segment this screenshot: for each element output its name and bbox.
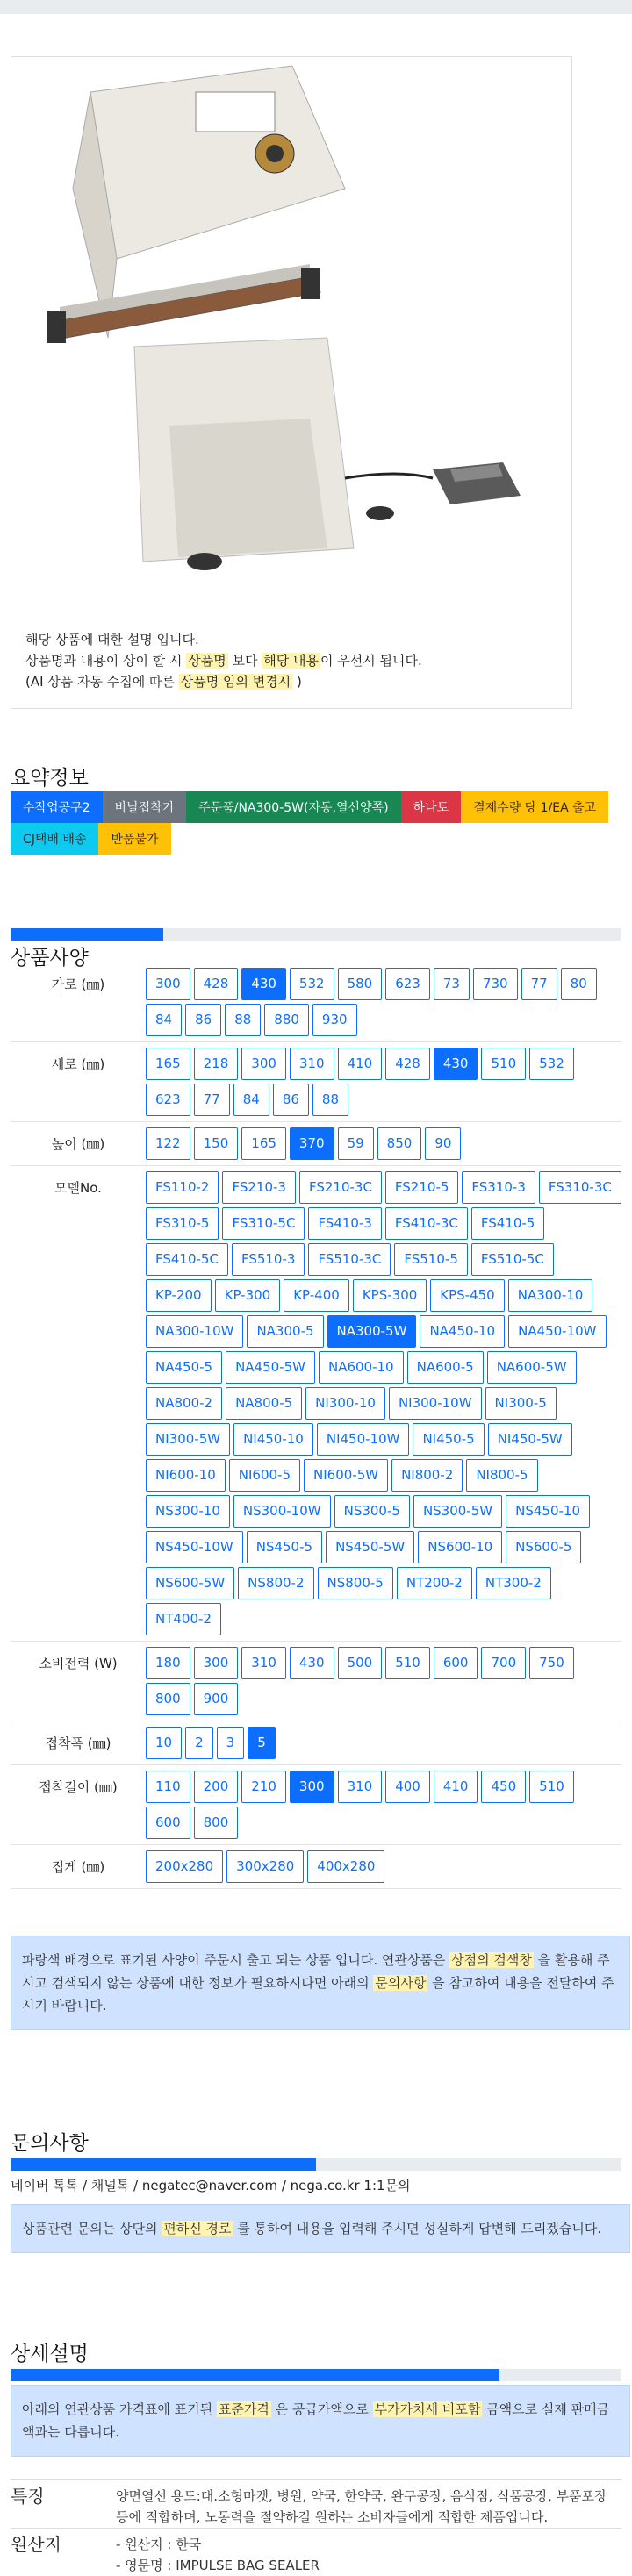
spec-option-button[interactable]: NI600-5W — [304, 1459, 388, 1492]
spec-row-label: 세로 (㎜) — [51, 1056, 105, 1072]
spec-row — [11, 1042, 621, 1122]
spec-option-button[interactable]: NS800-5 — [318, 1567, 393, 1599]
spec-option-button[interactable]: 310 — [241, 1647, 286, 1679]
spec-option-button[interactable]: 510 — [529, 1771, 574, 1803]
spec-option-button[interactable]: NA300-5 — [247, 1315, 323, 1348]
origin-label: 원산지 — [11, 2534, 61, 2555]
spec-options — [146, 1166, 621, 1641]
note-text: 을 참고하여 내용을 전달하여 주시기 바랍니다. — [22, 1975, 614, 2014]
spec-option-button[interactable]: 410 — [338, 1048, 383, 1080]
spec-option-button[interactable]: NI600-5 — [229, 1459, 300, 1492]
spec-option-button[interactable]: 300x280 — [226, 1850, 304, 1883]
summary-tags — [11, 791, 625, 855]
spec-option-button[interactable]: 450 — [481, 1771, 526, 1803]
spec-option-button[interactable]: NA450-10 — [420, 1315, 505, 1348]
inquiry-note — [11, 2204, 630, 2253]
spec-option-button[interactable]: 900 — [194, 1683, 239, 1715]
spec-option-button[interactable]: 180 — [146, 1647, 190, 1679]
spec-option-button[interactable]: KPS-450 — [430, 1279, 504, 1312]
spec-option-button[interactable]: NA600-5 — [407, 1351, 484, 1384]
spec-option-button[interactable]: 218 — [194, 1048, 239, 1080]
spec-option-button[interactable]: 110 — [146, 1771, 190, 1803]
spec-option-button[interactable]: FS510-5 — [394, 1243, 467, 1276]
desc-highlight: 상품명 — [188, 653, 226, 669]
spec-option-button[interactable]: 310 — [290, 1048, 334, 1080]
spec-option-button[interactable]: 77 — [194, 1084, 230, 1116]
spec-option-button[interactable]: FS310-5 — [146, 1207, 219, 1240]
product-image-card — [11, 56, 572, 709]
spec-option-button[interactable]: NS450-10 — [506, 1495, 590, 1528]
spec-option-button[interactable]: 430 — [434, 1048, 478, 1080]
feature-value: 양면열선 용도:대.소형마켓, 병원, 약국, 한약국, 완구공장, 음식점, 식품공장, 부품포장 등에 적합하며, 노동력을 절약하길 원하는 소비자들에게 적합한 제품입니다. — [116, 2488, 607, 2525]
spec-option-button[interactable]: 370 — [290, 1127, 334, 1160]
spec-option-button[interactable]: FS410-3C — [385, 1207, 468, 1240]
desc-text: (AI 상품 자동 수집에 따른 — [25, 674, 179, 690]
summary-tag: 하나토 — [401, 791, 462, 823]
spec-row-label: 접착길이 (㎜) — [39, 1779, 118, 1795]
spec-option-button[interactable]: 77 — [521, 968, 557, 1000]
note-text: 아래의 연관상품 가격표에 표기된 — [22, 2401, 217, 2417]
spec-option-button[interactable]: NS300-10W — [233, 1495, 331, 1528]
spec-option-button[interactable]: FS310-5C — [222, 1207, 305, 1240]
spec-option-button[interactable]: 930 — [312, 1004, 357, 1036]
note-text: 를 통하여 내용을 입력해 주시면 성실하게 답변해 드리겠습니다. — [233, 2221, 602, 2236]
note-text: 은 공급가액으로 — [270, 2401, 373, 2417]
spec-progress-bar — [11, 928, 621, 941]
spec-option-button[interactable]: NT300-2 — [476, 1567, 551, 1599]
contact-line: 네이버 톡톡 / 채널톡 / negatec@naver.com / nega.co.kr 1:1문의 — [11, 2178, 411, 2193]
spec-option-button[interactable]: 165 — [146, 1048, 190, 1080]
note-highlight: 표준가격 — [218, 2401, 269, 2417]
spec-option-button[interactable]: NS600-5 — [506, 1531, 581, 1563]
spec-option-button[interactable]: 623 — [385, 968, 430, 1000]
spec-option-button[interactable]: 400 — [385, 1771, 430, 1803]
summary-tag: CJ택배 배송 — [11, 823, 98, 855]
note-highlight: 부가가치세 비포함 — [374, 2401, 481, 2417]
spec-option-button[interactable]: 300 — [241, 1048, 286, 1080]
desc-text: 상품명과 내용이 상이 할 시 — [25, 653, 187, 669]
detail-note — [11, 2385, 630, 2457]
spec-option-button[interactable]: KP-300 — [215, 1279, 281, 1312]
product-description — [25, 629, 552, 692]
summary-tag: 비닐접착기 — [103, 791, 187, 823]
spec-option-button[interactable]: NS450-10W — [146, 1531, 243, 1563]
spec-option-button[interactable]: FS210-3 — [222, 1171, 295, 1204]
spec-option-button[interactable]: 400x280 — [307, 1850, 384, 1883]
detail-progress-fill — [11, 2369, 499, 2381]
spec-option-button[interactable]: 90 — [425, 1127, 461, 1160]
spec-row-label: 접착폭 (㎜) — [45, 1735, 111, 1751]
note-highlight: 문의사항 — [375, 1975, 427, 1991]
spec-option-button[interactable]: 150 — [194, 1127, 239, 1160]
spec-progress-fill — [11, 928, 163, 941]
spec-row — [11, 1845, 621, 1889]
spec-title: 상품사양 — [11, 947, 89, 970]
spec-row-label: 집게 (㎜) — [51, 1859, 105, 1875]
spec-option-button[interactable]: NT200-2 — [397, 1567, 472, 1599]
spec-option-button[interactable]: KPS-300 — [353, 1279, 427, 1312]
spec-option-button[interactable]: FS510-3 — [232, 1243, 305, 1276]
spec-option-button[interactable]: NA450-5W — [226, 1351, 315, 1384]
note-text: 파랑색 배경으로 표기된 사양이 주문시 출고 되는 상품 입니다. 연관상품은 — [22, 1952, 450, 1968]
desc-text: ) — [292, 674, 302, 690]
spec-option-button[interactable]: 84 — [146, 1004, 182, 1036]
summary-title: 요약정보 — [11, 767, 89, 790]
spec-table — [11, 962, 621, 1889]
spec-option-button[interactable]: FS410-5 — [471, 1207, 544, 1240]
spec-option-button[interactable]: NI800-2 — [391, 1459, 463, 1492]
spec-option-button[interactable]: 122 — [146, 1127, 190, 1160]
desc-line-1: 해당 상품에 대한 설명 입니다. — [25, 632, 199, 648]
spec-options — [146, 1721, 621, 1764]
spec-option-button[interactable]: 580 — [338, 968, 383, 1000]
spec-option-button[interactable]: 428 — [385, 1048, 430, 1080]
spec-option-button[interactable]: 310 — [338, 1771, 383, 1803]
spec-option-button[interactable]: 300 — [290, 1771, 334, 1803]
spec-option-button[interactable]: NI450-5 — [413, 1423, 484, 1456]
desc-text: 이 우선시 됩니다. — [320, 653, 422, 669]
spec-option-button[interactable]: FS410-5C — [146, 1243, 228, 1276]
spec-row — [11, 1642, 621, 1721]
spec-option-button[interactable]: NA800-5 — [226, 1387, 302, 1420]
spec-row — [11, 1765, 621, 1845]
spec-option-button[interactable]: 300 — [194, 1647, 239, 1679]
spec-option-button[interactable]: FS510-3C — [308, 1243, 391, 1276]
summary-tag: 결제수량 당 1/EA 출고 — [461, 791, 608, 823]
spec-row — [11, 962, 621, 1042]
spec-options — [146, 1765, 621, 1844]
spec-option-button[interactable]: NA600-10 — [319, 1351, 404, 1384]
spec-option-button[interactable]: 430 — [241, 968, 286, 1000]
spec-option-button[interactable]: 88 — [312, 1084, 348, 1116]
spec-option-button[interactable]: 730 — [473, 968, 518, 1000]
spec-option-button[interactable]: 623 — [146, 1084, 190, 1116]
spec-option-button[interactable]: NS450-5W — [326, 1531, 414, 1563]
summary-tag: 수작업공구2 — [11, 791, 103, 823]
spec-option-button[interactable]: NA300-10W — [146, 1315, 243, 1348]
desc-highlight: 상품명 임의 변경시 — [180, 674, 291, 690]
spec-option-button[interactable]: 880 — [264, 1004, 309, 1036]
origin-value — [116, 2534, 621, 2576]
spec-option-button[interactable]: 165 — [241, 1127, 286, 1160]
spec-options — [146, 1122, 621, 1165]
spec-option-button[interactable]: 86 — [185, 1004, 221, 1036]
spec-option-button[interactable]: NI600-10 — [146, 1459, 226, 1492]
spec-row — [11, 1166, 621, 1642]
spec-row — [11, 1721, 621, 1765]
note-highlight: 상점의 검색창 — [451, 1952, 532, 1968]
spec-option-button[interactable]: NI450-10 — [233, 1423, 313, 1456]
inquiry-title: 문의사항 — [11, 2132, 89, 2155]
spec-option-button[interactable]: NS300-10 — [146, 1495, 230, 1528]
spec-option-button[interactable]: NA300-5W — [327, 1315, 417, 1348]
spec-option-button[interactable]: 84 — [233, 1084, 269, 1116]
inquiry-progress-bar — [11, 2158, 621, 2171]
spec-row-label: 높이 (㎜) — [51, 1136, 105, 1152]
spec-option-button[interactable]: 700 — [481, 1647, 526, 1679]
spec-row-label: 모델No. — [54, 1180, 102, 1196]
spec-option-button[interactable]: 532 — [529, 1048, 574, 1080]
spec-option-button[interactable]: NS450-5 — [247, 1531, 322, 1563]
spec-option-button[interactable]: FS110-2 — [146, 1171, 219, 1204]
spec-option-button[interactable]: NA300-10 — [508, 1279, 593, 1312]
spec-option-button[interactable]: 300 — [146, 968, 190, 1000]
spec-option-button[interactable]: NI300-10W — [389, 1387, 482, 1420]
spec-option-button[interactable]: 510 — [481, 1048, 526, 1080]
spec-options — [146, 1042, 621, 1121]
spec-option-button[interactable]: FS510-5C — [471, 1243, 554, 1276]
spec-option-button[interactable]: 200 — [194, 1771, 239, 1803]
note-text: 상품관련 문의는 상단의 — [22, 2221, 162, 2236]
summary-tag: 주문품/NA300-5W(자동,열선양쪽) — [186, 791, 400, 823]
note-highlight: 편하신 경로 — [163, 2221, 232, 2236]
spec-option-button[interactable]: 73 — [434, 968, 470, 1000]
summary-tag: 반품불가 — [98, 823, 170, 855]
spec-option-button[interactable]: 3 — [217, 1727, 245, 1759]
spec-options — [146, 1642, 621, 1721]
detail-title: 상세설명 — [11, 2343, 89, 2365]
spec-option-button[interactable]: NS600-5W — [146, 1567, 234, 1599]
spec-option-button[interactable]: 59 — [338, 1127, 374, 1160]
spec-option-button[interactable]: NA450-10W — [508, 1315, 606, 1348]
spec-option-button[interactable]: 2 — [185, 1727, 213, 1759]
desc-line-3 — [25, 671, 552, 692]
spec-option-button[interactable]: FS410-3 — [308, 1207, 381, 1240]
spec-note — [11, 1936, 630, 2030]
product-image — [11, 57, 571, 601]
spec-option-button[interactable]: 750 — [529, 1647, 574, 1679]
feature-label: 특징 — [11, 2486, 45, 2507]
spec-option-button[interactable]: 410 — [434, 1771, 478, 1803]
detail-progress-bar — [11, 2369, 621, 2381]
spec-option-button[interactable]: FS210-3C — [299, 1171, 382, 1204]
spec-option-button[interactable]: 850 — [377, 1127, 422, 1160]
spec-option-button[interactable]: 10 — [146, 1727, 182, 1759]
spec-option-button[interactable]: NS300-5W — [413, 1495, 502, 1528]
origin-line-2: - 영문명 : IMPULSE BAG SEALER — [116, 2558, 320, 2573]
spec-option-button[interactable]: 88 — [225, 1004, 261, 1036]
spec-option-button[interactable]: 600 — [146, 1807, 190, 1839]
spec-option-button[interactable]: FS310-3 — [462, 1171, 535, 1204]
spec-option-button[interactable]: 800 — [146, 1683, 190, 1715]
spec-option-button[interactable]: NS300-5 — [334, 1495, 410, 1528]
spec-row-label: 소비전력 (W) — [39, 1656, 118, 1671]
spec-option-button[interactable]: 430 — [290, 1647, 334, 1679]
spec-option-button[interactable]: 800 — [194, 1807, 239, 1839]
spec-option-button[interactable]: 200x280 — [146, 1850, 223, 1883]
spec-option-button[interactable]: 5 — [248, 1727, 276, 1759]
spec-option-button[interactable]: 532 — [290, 968, 334, 1000]
top-bar — [0, 0, 632, 14]
spec-option-button[interactable]: NS800-2 — [238, 1567, 313, 1599]
spec-option-button[interactable]: NI300-5 — [485, 1387, 557, 1420]
detail-info — [11, 2479, 621, 2576]
spec-option-button[interactable]: 86 — [273, 1084, 309, 1116]
note-text: 금액으로 실제 판매금액과는 다릅니다. — [22, 2401, 610, 2440]
spec-option-button[interactable]: KP-200 — [146, 1279, 212, 1312]
note-text: 을 활용해 주시고 검색되지 않는 상품에 대한 정보가 필요하시다면 아래의 — [22, 1952, 610, 1991]
spec-row-label: 가로 (㎜) — [51, 977, 105, 992]
inquiry-progress-fill — [11, 2158, 316, 2171]
spec-option-button[interactable]: NS600-10 — [418, 1531, 502, 1563]
origin-line-1: - 원산지 : 한국 — [116, 2537, 202, 2552]
spec-option-button[interactable]: NI450-5W — [488, 1423, 572, 1456]
feature-row — [11, 2479, 621, 2528]
spec-option-button[interactable]: FS210-5 — [385, 1171, 458, 1204]
spec-option-button[interactable]: 428 — [194, 968, 239, 1000]
spec-option-button[interactable]: NT400-2 — [146, 1603, 221, 1635]
spec-option-button[interactable]: NI300-10 — [305, 1387, 385, 1420]
spec-option-button[interactable]: 600 — [434, 1647, 478, 1679]
spec-row — [11, 1122, 621, 1166]
spec-option-button[interactable]: 510 — [385, 1647, 430, 1679]
spec-options — [146, 962, 621, 1041]
spec-option-button[interactable]: 500 — [338, 1647, 383, 1679]
spec-option-button[interactable]: NA450-5 — [146, 1351, 222, 1384]
spec-option-button[interactable]: 80 — [561, 968, 597, 1000]
spec-option-button[interactable]: NI800-5 — [466, 1459, 537, 1492]
spec-options — [146, 1845, 621, 1888]
spec-option-button[interactable]: NI450-10W — [317, 1423, 410, 1456]
origin-row — [11, 2528, 621, 2576]
spec-option-button[interactable]: 210 — [241, 1771, 286, 1803]
desc-highlight: 해당 내용 — [263, 653, 319, 669]
spec-option-button[interactable]: KP-400 — [284, 1279, 349, 1312]
desc-text: 보다 — [227, 653, 262, 669]
spec-option-button[interactable]: NI300-5W — [146, 1423, 230, 1456]
spec-option-button[interactable]: NA800-2 — [146, 1387, 222, 1420]
desc-line-2 — [25, 650, 552, 671]
spec-option-button[interactable]: FS310-3C — [539, 1171, 621, 1204]
spec-option-button[interactable]: NA600-5W — [487, 1351, 577, 1384]
